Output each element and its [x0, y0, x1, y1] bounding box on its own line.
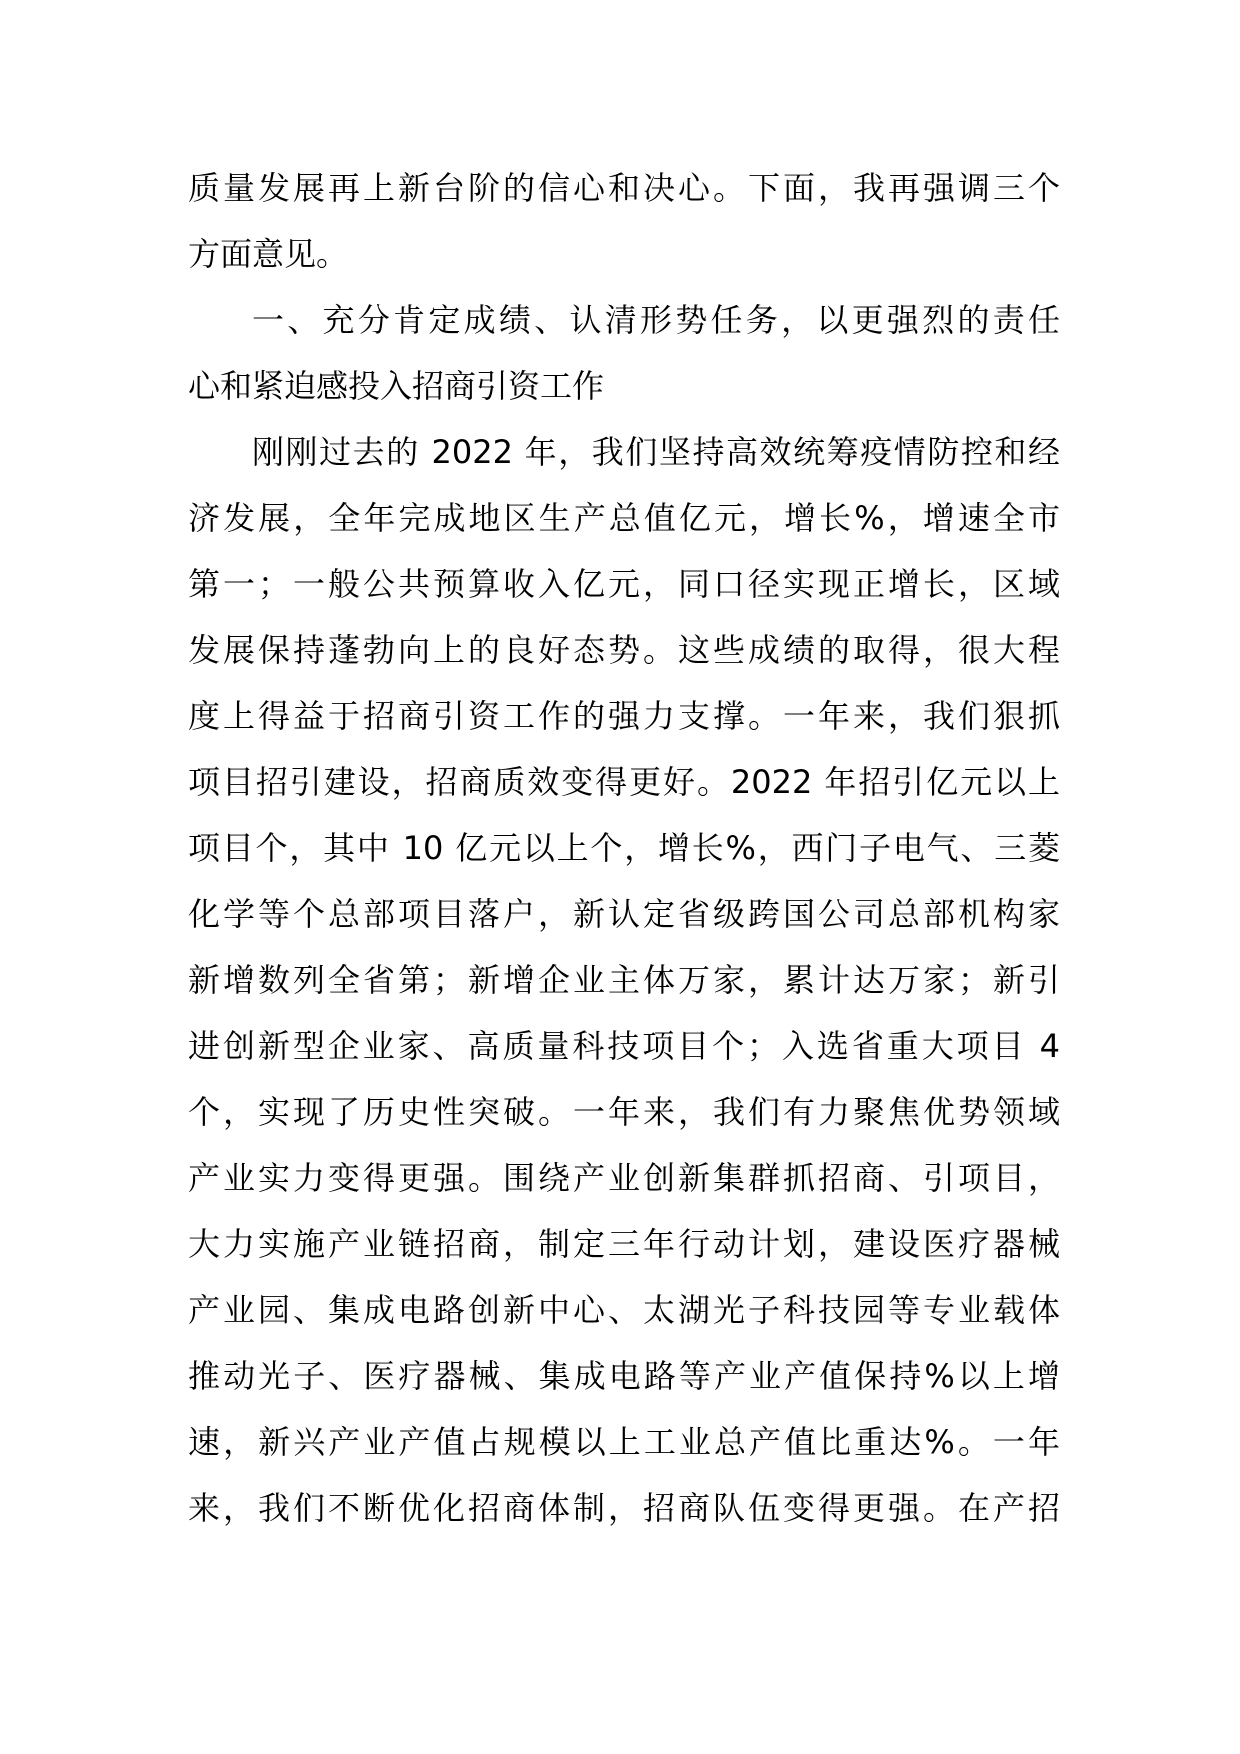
text-line: 济发展，全年完成地区生产总值亿元，增长%，增速全市	[188, 499, 1060, 537]
text-line: 质量发展再上新台阶的信心和决心。下面，我再强调三个	[188, 169, 1060, 207]
section-heading-line: 心和紧迫感投入招商引资工作	[188, 367, 605, 405]
text-line: 推动光子、医疗器械、集成电路等产业产值保持%以上增	[188, 1357, 1060, 1395]
section-heading-line: 一、充分肯定成绩、认清形势任务，以更强烈的责任	[252, 301, 1060, 339]
text-line: 项目个，其中 10 亿元以上个，增长%，西门子电气、三菱	[188, 829, 1060, 867]
text-line: 速，新兴产业产值占规模以上工业总产值比重达%。一年	[188, 1423, 1060, 1461]
text-line: 产业园、集成电路创新中心、太湖光子科技园等专业载体	[188, 1291, 1060, 1329]
text-line: 化学等个总部项目落户，新认定省级跨国公司总部机构家	[188, 895, 1060, 933]
text-line: 大力实施产业链招商，制定三年行动计划，建设医疗器械	[188, 1225, 1060, 1263]
text-line: 新增数列全省第；新增企业主体万家，累计达万家；新引	[188, 961, 1060, 999]
text-line: 度上得益于招商引资工作的强力支撑。一年来，我们狠抓	[188, 697, 1060, 735]
text-line: 刚刚过去的 2022 年，我们坚持高效统筹疫情防控和经	[252, 433, 1060, 471]
text-line: 产业实力变得更强。围绕产业创新集群抓招商、引项目，	[188, 1159, 1060, 1197]
text-line: 进创新型企业家、高质量科技项目个；入选省重大项目 4	[188, 1027, 1060, 1065]
text-line: 方面意见。	[188, 235, 349, 273]
text-line: 第一；一般公共预算收入亿元，同口径实现正增长，区域	[188, 565, 1060, 603]
body-text	[188, 155, 1060, 1541]
text-line: 个，实现了历史性突破。一年来，我们有力聚焦优势领域	[188, 1093, 1060, 1131]
text-line: 发展保持蓬勃向上的良好态势。这些成绩的取得，很大程	[188, 631, 1060, 669]
text-line: 项目招引建设，招商质效变得更好。2022 年招引亿元以上	[188, 763, 1060, 801]
text-line: 来，我们不断优化招商体制，招商队伍变得更强。在产招	[188, 1489, 1060, 1527]
